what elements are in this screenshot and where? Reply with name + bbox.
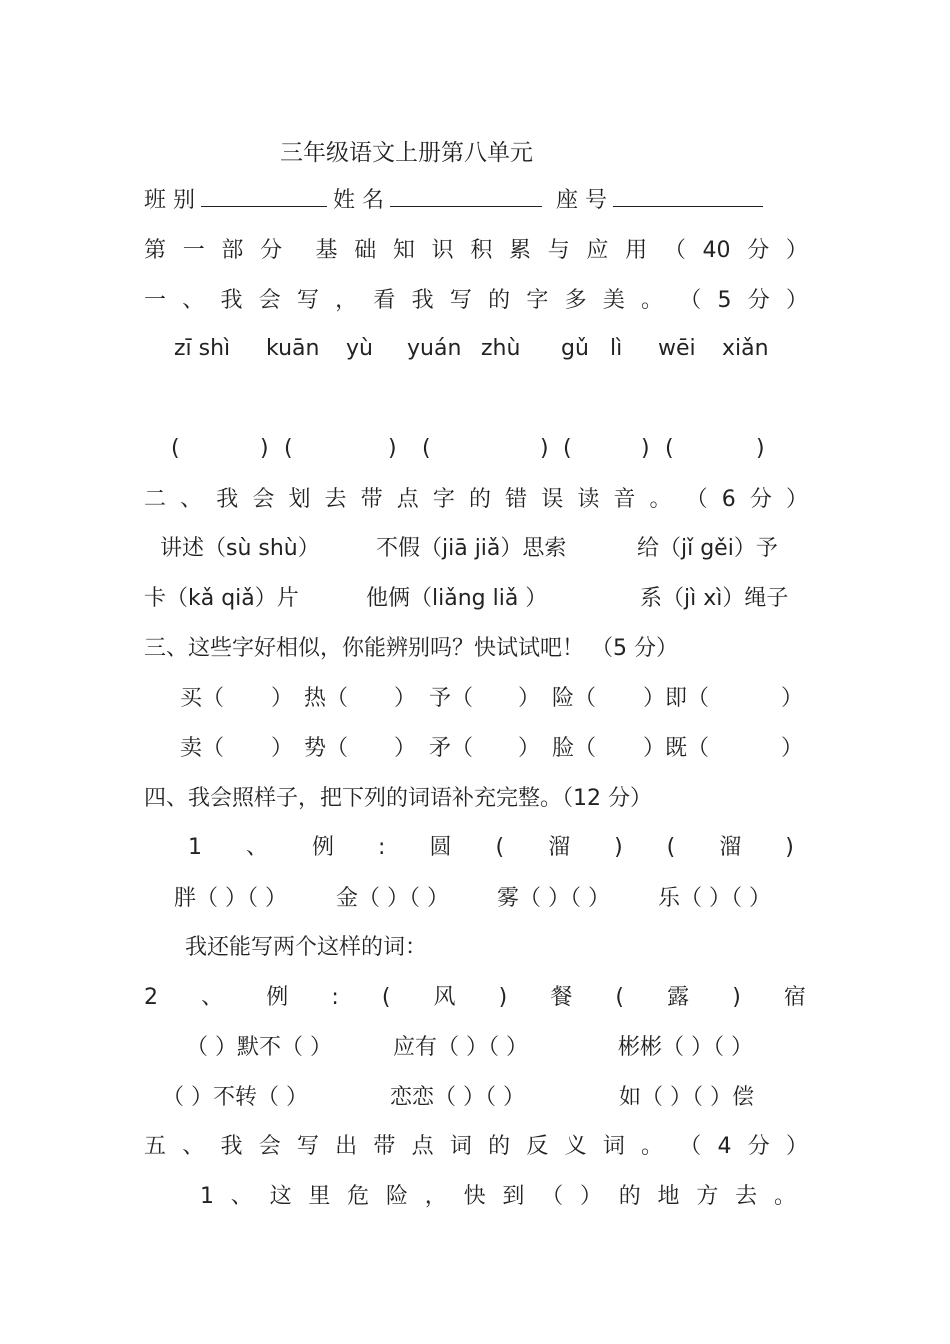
example-char: 、 bbox=[201, 985, 224, 1010]
item-char: 方 bbox=[696, 1184, 719, 1209]
heading-char: 识 bbox=[431, 238, 454, 263]
q3-item: 予（ bbox=[429, 686, 474, 711]
item-char: 险 bbox=[385, 1184, 408, 1209]
q3-item: ） bbox=[271, 736, 294, 761]
pinyin: kuān bbox=[266, 336, 320, 361]
example-char: 1 bbox=[188, 835, 202, 860]
heading-char: 反 bbox=[526, 1134, 549, 1159]
q4-heading: 四、我会照样子，把下列的词语补充完整。（12 分） bbox=[144, 786, 652, 811]
part1-heading bbox=[144, 234, 808, 268]
heading-char: （ bbox=[685, 487, 708, 512]
item-char: 。 bbox=[773, 1184, 796, 1209]
q5-heading bbox=[144, 1130, 808, 1164]
q3-item: 热（ bbox=[304, 686, 349, 711]
example-char: 露 bbox=[667, 985, 690, 1010]
pinyin: zhù bbox=[481, 336, 521, 361]
heading-char: 我 bbox=[216, 487, 239, 512]
heading-char: 一 bbox=[144, 288, 167, 313]
heading-char: 4 bbox=[717, 1134, 732, 1159]
name-label: 姓 名 bbox=[333, 188, 384, 213]
heading-char: 带 bbox=[360, 487, 383, 512]
item-char: 地 bbox=[657, 1184, 680, 1209]
item-char: 1 bbox=[200, 1184, 214, 1209]
heading-char: 、 bbox=[180, 487, 203, 512]
blank-paren: ( bbox=[665, 436, 674, 461]
q4-item[interactable]: 如（ ）（ ）偿 bbox=[619, 1085, 754, 1110]
heading-char: 5 bbox=[717, 288, 732, 313]
blank-paren: ( bbox=[563, 436, 572, 461]
pinyin: lì bbox=[610, 336, 623, 361]
q2-item[interactable]: 卡（kǎ qiǎ）片 bbox=[144, 586, 299, 611]
blank-paren: ( bbox=[422, 436, 431, 461]
example-char: : bbox=[378, 835, 386, 860]
heading-char: 写 bbox=[449, 288, 472, 313]
heading-char: 用 bbox=[625, 238, 648, 263]
q4-item[interactable]: 雾（ ）（ ） bbox=[497, 886, 610, 911]
pinyin: yuán bbox=[407, 336, 462, 361]
heading-char: 积 bbox=[470, 238, 493, 263]
pinyin: gǔ bbox=[561, 336, 589, 361]
blank-paren: ) bbox=[756, 436, 765, 461]
item-char: ） bbox=[579, 1184, 602, 1209]
item-char: ， bbox=[424, 1184, 447, 1209]
name-blank[interactable] bbox=[390, 184, 542, 207]
heading-char: 。 bbox=[641, 1134, 664, 1159]
example-char: 溜 bbox=[548, 835, 571, 860]
heading-char: 分 bbox=[260, 238, 283, 263]
example-char: ( bbox=[495, 835, 505, 860]
seat-label: 座 号 bbox=[556, 188, 607, 213]
example-char: ) bbox=[614, 835, 623, 860]
heading-char: 我 bbox=[220, 288, 243, 313]
q3-item: ） bbox=[781, 736, 804, 761]
q2-item[interactable]: 讲述（sù shù） bbox=[160, 536, 320, 561]
q4-example2 bbox=[144, 981, 806, 1015]
heading-char: 字 bbox=[432, 487, 455, 512]
example-char: ) bbox=[732, 985, 741, 1010]
item-char: 危 bbox=[347, 1184, 370, 1209]
heading-char: 第 bbox=[144, 238, 167, 263]
q3-item: 险（ bbox=[552, 686, 597, 711]
q3-item: ） bbox=[518, 686, 541, 711]
item-char: （ bbox=[541, 1184, 564, 1209]
example-char: 2 bbox=[144, 985, 158, 1010]
heading-char: ， bbox=[335, 288, 358, 313]
heading-char: 误 bbox=[541, 487, 564, 512]
heading-char: 词 bbox=[602, 1134, 625, 1159]
heading-char: 、 bbox=[182, 1134, 205, 1159]
q3-item: 势（ bbox=[304, 736, 349, 761]
q4-item[interactable]: 应有（ ）（ ） bbox=[393, 1035, 528, 1060]
q3-item: ） bbox=[394, 686, 417, 711]
example-char: 溜 bbox=[719, 835, 742, 860]
heading-char: 写 bbox=[296, 1134, 319, 1159]
example-char: 例 bbox=[312, 835, 335, 860]
example-char: 、 bbox=[246, 835, 269, 860]
example-char: ( bbox=[666, 835, 676, 860]
heading-char: 写 bbox=[296, 288, 319, 313]
item-char: 快 bbox=[463, 1184, 486, 1209]
heading-char: 应 bbox=[586, 238, 609, 263]
q3-item: ）即（ bbox=[643, 686, 710, 711]
item-char: 到 bbox=[502, 1184, 525, 1209]
heading-char: ） bbox=[785, 487, 808, 512]
q4-item[interactable]: 胖（ ）（ ） bbox=[174, 886, 287, 911]
q2-item[interactable]: 给（jǐ gěi）予 bbox=[637, 536, 778, 561]
q3-item: 脸（ bbox=[552, 736, 597, 761]
student-info-row bbox=[144, 184, 808, 218]
heading-char: 我 bbox=[220, 1134, 243, 1159]
q2-heading bbox=[144, 483, 808, 517]
q3-item: ） bbox=[518, 736, 541, 761]
heading-char: 会 bbox=[252, 487, 275, 512]
q4-item[interactable]: 恋恋（ ）（ ） bbox=[390, 1085, 525, 1110]
heading-char: 美 bbox=[602, 288, 625, 313]
heading-char: 。 bbox=[641, 288, 664, 313]
heading-char: 我 bbox=[411, 288, 434, 313]
heading-char: 的 bbox=[488, 1134, 511, 1159]
heading-char: 会 bbox=[258, 288, 281, 313]
heading-char: 6 bbox=[721, 487, 736, 512]
item-char: 、 bbox=[230, 1184, 253, 1209]
heading-char: 音 bbox=[613, 487, 636, 512]
heading-char: （ bbox=[663, 238, 686, 263]
heading-char: 词 bbox=[449, 1134, 472, 1159]
pinyin: yù bbox=[346, 336, 373, 361]
pinyin: xiǎn bbox=[722, 336, 769, 361]
example-char: 餐 bbox=[550, 985, 573, 1010]
heading-char: ） bbox=[785, 238, 808, 263]
q2-item[interactable]: 系（jì xì）绳子 bbox=[640, 586, 789, 611]
q3-item: ） bbox=[781, 686, 804, 711]
q4-item[interactable]: 乐（ ）（ ） bbox=[658, 886, 771, 911]
pinyin: wēi bbox=[658, 336, 696, 361]
heading-char: 会 bbox=[258, 1134, 281, 1159]
q3-item: 矛（ bbox=[429, 736, 474, 761]
class-blank[interactable] bbox=[201, 184, 327, 207]
q3-heading: 三、这些字好相似，你能辨别吗？快试试吧！ （5 分） bbox=[144, 636, 678, 661]
heading-char: 读 bbox=[577, 487, 600, 512]
heading-char: 的 bbox=[488, 288, 511, 313]
heading-char: 多 bbox=[564, 288, 587, 313]
heading-char: 字 bbox=[526, 288, 549, 313]
heading-char: 知 bbox=[392, 238, 415, 263]
class-label: 班 别 bbox=[144, 188, 195, 213]
heading-char: 累 bbox=[509, 238, 532, 263]
q3-item: ） bbox=[271, 686, 294, 711]
heading-char: 义 bbox=[564, 1134, 587, 1159]
heading-char: （ bbox=[679, 288, 702, 313]
heading-char: 分 bbox=[749, 487, 772, 512]
q3-item: ）既（ bbox=[643, 736, 710, 761]
example-char: ) bbox=[498, 985, 508, 1010]
item-char: 的 bbox=[618, 1184, 641, 1209]
blank-paren: ) bbox=[388, 436, 397, 461]
heading-char: 。 bbox=[649, 487, 672, 512]
heading-char: 划 bbox=[288, 487, 311, 512]
heading-char: 二 bbox=[144, 487, 167, 512]
q3-item: ） bbox=[394, 736, 417, 761]
heading-char: 点 bbox=[411, 1134, 434, 1159]
seat-blank[interactable] bbox=[613, 184, 763, 207]
example-char: 圆 bbox=[429, 835, 452, 860]
heading-char: 五 bbox=[144, 1134, 167, 1159]
example-char: 风 bbox=[433, 985, 456, 1010]
heading-char: 的 bbox=[468, 487, 491, 512]
heading-char: ） bbox=[785, 1134, 808, 1159]
q2-item[interactable]: 不假（jiā jiǎ）思索 bbox=[376, 536, 567, 561]
heading-char: （ bbox=[679, 1134, 702, 1159]
q2-item[interactable]: 他俩（liǎng liǎ ） bbox=[366, 586, 548, 611]
pinyin: zī shì bbox=[174, 336, 231, 361]
heading-char: 分 bbox=[747, 238, 770, 263]
heading-char: 础 bbox=[354, 238, 377, 263]
heading-char: ） bbox=[785, 288, 808, 313]
heading-char: 看 bbox=[373, 288, 396, 313]
item-char: 这 bbox=[269, 1184, 292, 1209]
heading-char: 40 bbox=[702, 238, 731, 263]
heading-char: 与 bbox=[547, 238, 570, 263]
q4-example1 bbox=[188, 831, 794, 865]
blank-paren: ( bbox=[171, 436, 180, 461]
example-char: ( bbox=[381, 985, 391, 1010]
heading-char: 错 bbox=[505, 487, 528, 512]
heading-char: 去 bbox=[324, 487, 347, 512]
blank-paren: ) bbox=[260, 436, 269, 461]
heading-char: 分 bbox=[747, 1134, 770, 1159]
heading-char: 基 bbox=[315, 238, 338, 263]
q3-item: 买（ bbox=[180, 686, 225, 711]
item-char: 去 bbox=[735, 1184, 758, 1209]
q4-item[interactable]: 彬彬（ ）（ ） bbox=[618, 1035, 753, 1060]
heading-char: 一 bbox=[182, 238, 205, 263]
q3-item: 卖（ bbox=[180, 736, 225, 761]
q4-item[interactable]: 金（ ）（ ） bbox=[336, 886, 449, 911]
q4-item[interactable]: （ ）默不（ ） bbox=[186, 1035, 332, 1060]
heading-char: 带 bbox=[373, 1134, 396, 1159]
example-char: ( bbox=[615, 985, 625, 1010]
blank-paren: ) bbox=[540, 436, 549, 461]
example-char: ) bbox=[785, 835, 794, 860]
blank-paren: ) bbox=[641, 436, 650, 461]
heading-char: 分 bbox=[747, 288, 770, 313]
heading-char: 部 bbox=[221, 238, 244, 263]
q4-item[interactable]: （ ）不转（ ） bbox=[162, 1085, 308, 1110]
heading-char: 、 bbox=[182, 288, 205, 313]
q5-item1 bbox=[200, 1180, 796, 1214]
example-char: 例 bbox=[266, 985, 289, 1010]
page-title: 三年级语文上册第八单元 bbox=[280, 140, 533, 166]
example-char: 宿 bbox=[783, 985, 806, 1010]
q4-more-prompt: 我还能写两个这样的词： bbox=[185, 935, 428, 960]
heading-char: 点 bbox=[396, 487, 419, 512]
item-char: 里 bbox=[308, 1184, 331, 1209]
example-char: : bbox=[331, 985, 339, 1010]
blank-paren: ( bbox=[284, 436, 293, 461]
q1-heading bbox=[144, 284, 808, 318]
heading-char: 出 bbox=[335, 1134, 358, 1159]
